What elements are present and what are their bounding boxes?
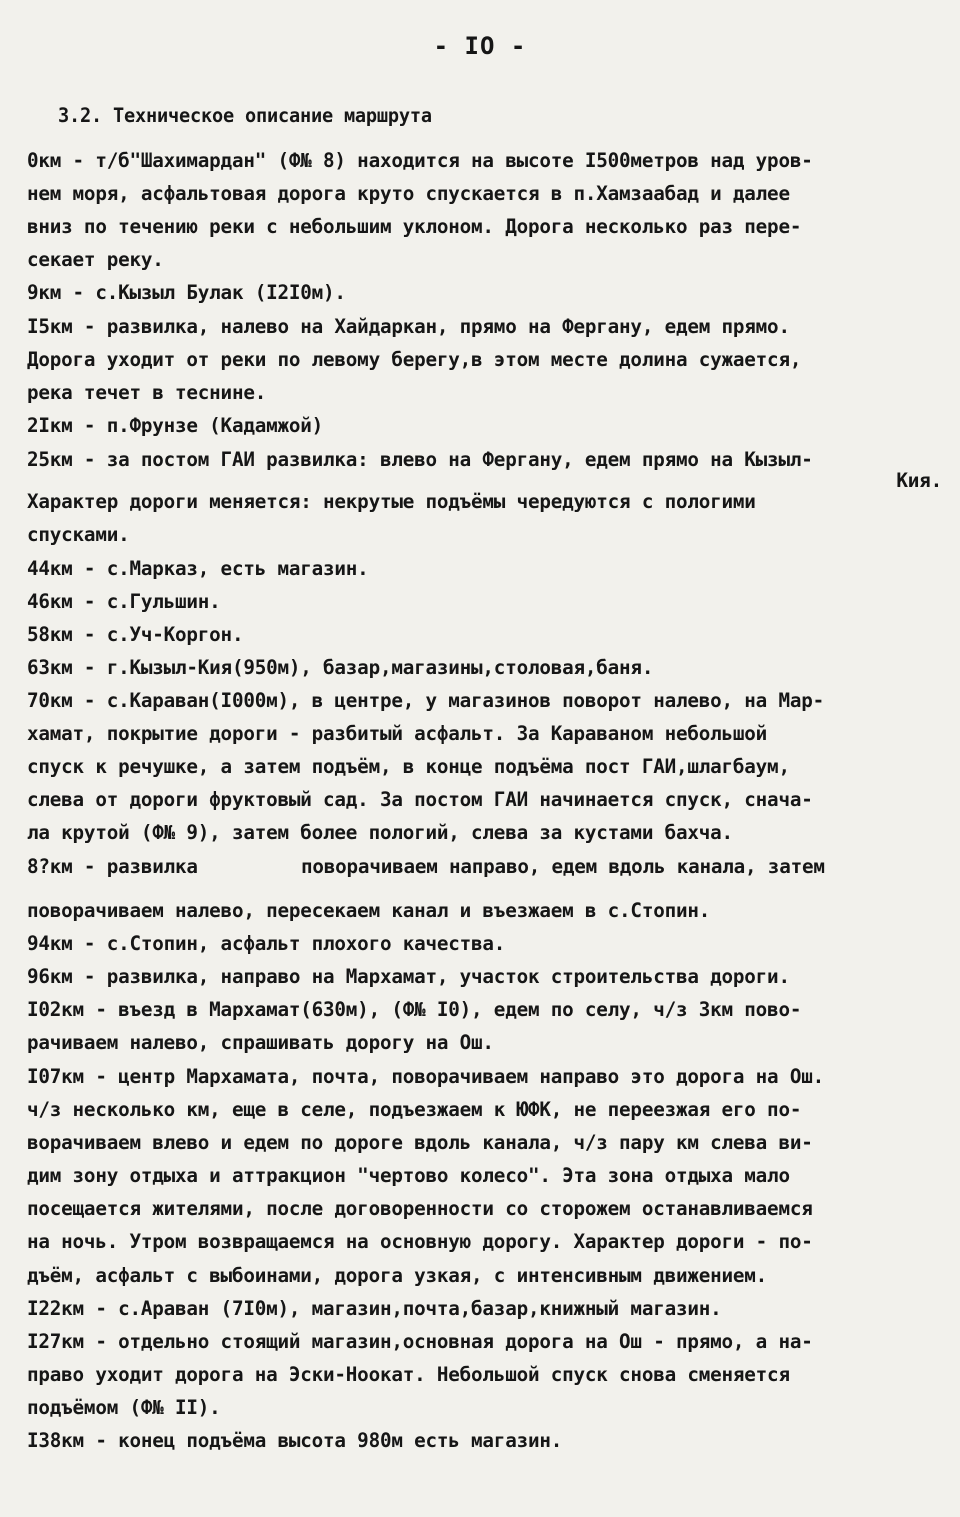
text-line: спуск к речушке, а затем подъём, в конце подъёма пост ГАИ,шлагбаум, bbox=[27, 755, 790, 778]
text-line: 70км - с.Караван(I000м), в центре, у магазинов поворот налево, на Мар- bbox=[27, 689, 824, 712]
text-line: Характер дороги меняется: некрутые подъёмы чередуются с пологими bbox=[27, 490, 756, 513]
text-line: поворачиваем налево, пересекаем канал и въезжаем в с.Стопин. bbox=[27, 899, 711, 922]
text-line: секает реку. bbox=[27, 248, 164, 271]
text-line: подъёмом (Ф№ II). bbox=[27, 1396, 221, 1419]
text-line: I27км - отдельно стоящий магазин,основная дорога на Ош - прямо, а на- bbox=[27, 1330, 813, 1353]
text-line: 58км - с.Уч-Коргон. bbox=[27, 623, 244, 646]
text-line: I38км - конец подъёма высота 980м есть магазин. bbox=[27, 1429, 563, 1452]
text-line: река течет в теснине. bbox=[27, 381, 267, 404]
text-line: хамат, покрытие дороги - разбитый асфальт. За Караваном небольшой bbox=[27, 722, 768, 745]
text-line: I07км - центр Мархамата, почта, поворачиваем направо это дорога на Ош. bbox=[27, 1065, 824, 1088]
text-line: 63км - г.Кызыл-Кия(950м), базар,магазины,столовая,баня. bbox=[27, 656, 654, 679]
text-line: на ночь. Утром возвращаемся на основную дорогу. Характер дороги - по- bbox=[27, 1230, 813, 1253]
text-line: ворачиваем влево и едем по дороге вдоль канала, ч/з пару км слева ви- bbox=[27, 1131, 813, 1154]
text-line: 96км - развилка, направо на Мархамат, участок строительства дороги. bbox=[27, 965, 790, 988]
text-line: дим зону отдыха и аттракцион "чертово колесо". Эта зона отдыха мало bbox=[27, 1164, 790, 1187]
text-line: ч/з несколько км, еще в селе, подъезжаем к ЮФК, не переезжая его по- bbox=[27, 1098, 802, 1121]
text-line: Кия. bbox=[896, 469, 942, 492]
text-line: дъём, асфальт с выбоинами, дорога узкая, с интенсивным движением. bbox=[27, 1264, 768, 1287]
text-line: 46км - с.Гульшин. bbox=[27, 590, 221, 613]
text-line: слева от дороги фруктовый сад. За постом ГАИ начинается спуск, снача- bbox=[27, 788, 813, 811]
text-line: ла крутой (Ф№ 9), затем более пологий, слева за кустами бахча. bbox=[27, 821, 733, 844]
text-line: 2Iкм - п.Фрунзе (Кадамжой) bbox=[27, 414, 324, 437]
text-line: 25км - за постом ГАИ развилка: влево на Фергану, едем прямо на Кызыл- bbox=[27, 448, 813, 471]
text-line: спусками. bbox=[27, 523, 130, 546]
text-line: вниз по течению реки с небольшим уклоном. Дорога несколько раз пере- bbox=[27, 215, 802, 238]
text-line: 9км - с.Кызыл Булак (I2I0м). bbox=[27, 281, 346, 304]
text-line: нем моря, асфальтовая дорога круто спускается в п.Хамзаабад и далее bbox=[27, 182, 790, 205]
text-line: I5км - развилка, налево на Хайдаркан, прямо на Фергану, едем прямо. bbox=[27, 315, 790, 338]
text-line: 0км - т/б"Шахимардан" (Ф№ 8) находится на высоте I500метров над уров- bbox=[27, 149, 813, 172]
text-line: 94км - с.Стопин, асфальт плохого качества. bbox=[27, 932, 506, 955]
text-line: посещается жителями, после договоренности со сторожем останавливаемся bbox=[27, 1197, 813, 1220]
text-line: Дорога уходит от реки по левому берегу,в этом месте долина сужается, bbox=[27, 348, 802, 371]
text-line: право уходит дорога на Эски-Ноокат. Небольшой спуск снова сменяется bbox=[27, 1363, 790, 1386]
text-line: 8?км - развилка bbox=[27, 855, 198, 878]
page-number: - IO - bbox=[433, 32, 527, 60]
text-line: рачиваем налево, спрашивать дорогу на Ош. bbox=[27, 1031, 494, 1054]
section-heading: 3.2. Техническое описание маршрута bbox=[58, 104, 432, 127]
text-line: поворачиваем направо, едем вдоль канала, затем bbox=[301, 855, 825, 878]
text-line: 44км - с.Марказ, есть магазин. bbox=[27, 557, 369, 580]
text-line: I02км - въезд в Мархамат(630м), (Ф№ I0), едем по селу, ч/з 3км пово- bbox=[27, 998, 802, 1021]
text-line: I22км - с.Араван (7I0м), магазин,почта,базар,книжный магазин. bbox=[27, 1297, 722, 1320]
